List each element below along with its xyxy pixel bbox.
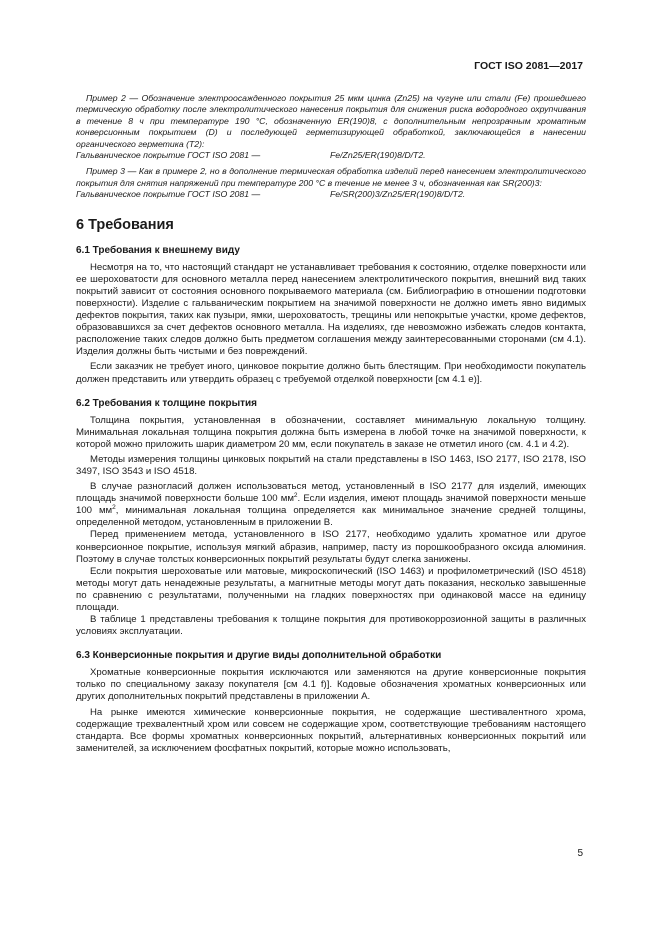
example-3-text: Пример 3 — Как в примере 2, но в дополнение термическая обработка изделий перед нанесением электролитического покрытия для снятия напряжений при температуре 200 °С в течение не менее 3 ч, обозначенная как SR(200)3: — [76, 166, 586, 188]
subsection-6-2-title: 6.2 Требования к толщине покрытия — [76, 397, 258, 409]
paragraph: Перед применением метода, установленного в ISO 2177, необходимо удалить хроматное или другое конверсионное покрытие, используя мягкий абразив, например, пасту из порошкообразного оксида алюминия. Поэтому в случае толстых конверсионных покрытий результаты будут слегка занижены. — [76, 529, 586, 565]
paragraph: Если заказчик не требует иного, цинковое покрытие должно быть блестящим. При необходимости покупатель должен представить или утвердить образец с требуемой отделкой поверхности [см 4.1 e)]. — [76, 361, 586, 385]
text-run: , минимальная локальная толщина определяется как минимальное значение средней толщины, определенной методом, установленным в приложении В. — [76, 505, 586, 529]
example-2-designation — [76, 150, 586, 161]
paragraph: Хроматные конверсионные покрытия исключаются или заменяются на другие конверсионные покрытия только по специальному заказу покупателя [см 4.1 f)]. Кодовые обозначения хроматных конверсионных или других дополнительных покрытий представлены в приложении А. — [76, 667, 586, 703]
section-title: 6 Требования — [76, 216, 174, 233]
page-number: 5 — [577, 848, 583, 859]
paragraph: Если покрытия шероховатые или матовые, микроскопический (ISO 1463) и профилометрический (ISO 4518) методы могут дать ненадежные результаты, а магнитные методы могут дать показания, несколько завышенные по сравнению с результатами, полученными на гладких поверхностях при одинаковой массе на единицу площади. — [76, 565, 586, 613]
paragraph: На рынке имеются химические конверсионные покрытия, не содержащие шестивалентного хрома, содержащие трехвалентный хром или совсем не содержащие хром, соответствующие требованиям настоящего стандарта. Все формы хроматных конверсионных покрытий, альтернативных конверсионных покрытий или заменителей, за исключением фосфатных покрытий, которые можно использовать, — [76, 706, 586, 754]
text-run: . Если изделия, имеют площадь значимой поверхности меньше 100 мм — [76, 493, 586, 517]
paragraph: В таблице 1 представлены требования к толщине покрытия для противокоррозионной защиты в различных условиях эксплуатации. — [76, 614, 586, 638]
paragraph: Толщина покрытия, установленная в обозначении, составляет минимальную локальную толщину. Минимальная локальная толщина покрытия должна быть измерена в любой точке на значимой поверхности, к которой можно приложить шарик диаметром 20 мм, если покупатель в заказе не отметил иного (см. 4.1 и 4.2). — [76, 414, 586, 450]
standard-header: ГОСТ ISO 2081—2017 — [474, 60, 583, 72]
example-3 — [76, 166, 586, 200]
superscript: 2 — [112, 504, 116, 512]
superscript: 2 — [293, 491, 298, 499]
page-content — [76, 93, 586, 755]
example-3-designation — [76, 189, 586, 200]
designation-label: Гальваническое покрытие ГОСТ ISO 2081 — — [76, 189, 261, 200]
designation-code: Fe/SR(200)3/Zn25/ER(190)8/D/T2. — [330, 189, 466, 200]
paragraph: Несмотря на то, что настоящий стандарт не устанавливает требования к состоянию, отделке поверхности или ее шероховатости для основного металла перед нанесением электролитического покрытия, внешний вид таких покрытий зависит от состояния основного покрываемого материала (см. Библиографию в отношении подготовки поверхности). Изделие с гальваническим покрытием на значимой поверхности не должно иметь явно видимых дефектов покрытия, таких как пузыри, ямки, шероховатость, трещины или непокрытые участки, кроме дефектов, образовавшихся за счет дефектов основного металла. На изделиях, где невозможно избежать следов контакта, расположение таких следов должно быть предметом соглашения между заинтересованными сторонами (см 4.1). Изделия должны быть чистыми и без повреждений. — [76, 261, 586, 358]
subsection-6-1-title: 6.1 Требования к внешнему виду — [76, 244, 240, 256]
subsection-6-3-title: 6.3 Конверсионные покрытия и другие виды дополнительной обработки — [76, 650, 442, 662]
designation-label: Гальваническое покрытие ГОСТ ISO 2081 — — [76, 150, 261, 161]
example-2 — [76, 93, 586, 161]
paragraph: Методы измерения толщины цинковых покрытий на стали представлены в ISO 1463, ISO 2177, ISO 2178, ISO 3497, ISO 3543 и ISO 4518. — [76, 453, 586, 477]
text-run: В случае разногласий должен использоваться метод, установленный в ISO 2177 для изделий, имеющих площадь значимой поверхности больше 100 мм — [76, 481, 586, 505]
designation-code: Fe/Zn25/ER(190)8/D/T2. — [330, 150, 426, 161]
paragraph — [76, 481, 586, 529]
example-2-text: Пример 2 — Обозначение электроосажденного покрытия 25 мкм цинка (Zn25) на чугуне или стали (Fe) прошедшего термическую обработку после электролитического нанесения покрытия для снижения риска водородного охрупчивания в течение 8 ч при температуре 190 °С, обозначенную ER(190)8, с дополнительным непрозрачным хроматным конверсионным покрытием (D) и последующей герметизирующей обработкой, заключающейся в нанесении органического герметика (T2): — [76, 93, 586, 149]
